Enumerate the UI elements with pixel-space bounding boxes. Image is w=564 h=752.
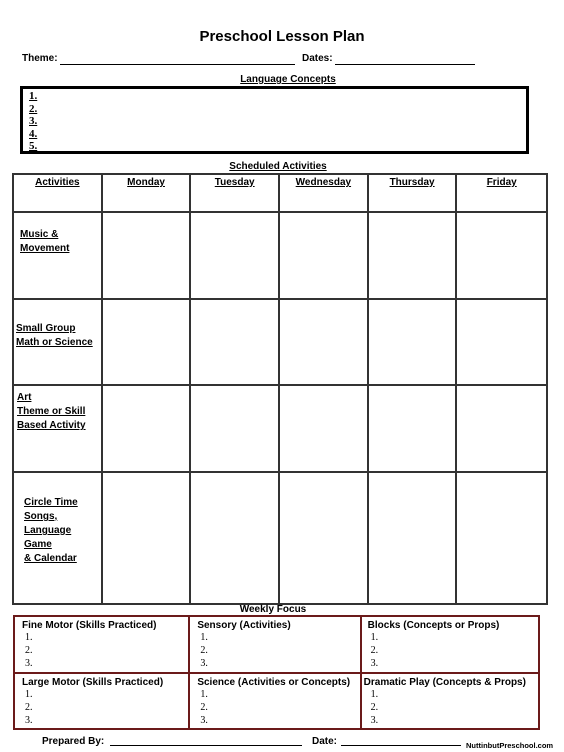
cell-monday[interactable] xyxy=(102,212,191,299)
focus-list xyxy=(22,688,188,727)
list-item: 3. xyxy=(29,115,38,127)
list-item: 1. xyxy=(200,632,208,643)
weekly-focus-table xyxy=(13,615,540,730)
cell-friday[interactable] xyxy=(456,385,547,472)
prepared-by-field[interactable] xyxy=(110,733,302,746)
focus-dramatic-play[interactable] xyxy=(361,673,539,730)
table-row xyxy=(13,472,547,604)
activity-line: Circle Time xyxy=(24,497,78,508)
col-header-activities: Activities xyxy=(13,174,102,212)
list-item: 3. xyxy=(25,714,33,726)
cell-monday[interactable] xyxy=(102,299,191,385)
focus-science[interactable] xyxy=(189,673,360,730)
list-item: 2. xyxy=(200,645,208,656)
focus-large-motor[interactable] xyxy=(14,673,189,730)
list-item: 2. xyxy=(200,701,208,713)
activity-line: Small Group xyxy=(16,323,76,334)
language-concepts-box[interactable] xyxy=(20,86,529,154)
list-item: 1. xyxy=(25,632,33,643)
list-item: 2. xyxy=(29,102,38,115)
focus-list xyxy=(197,688,359,727)
cell-friday[interactable] xyxy=(456,472,547,604)
list-item: 1. xyxy=(370,688,379,700)
list-item: 3. xyxy=(370,714,379,726)
cell-thursday[interactable] xyxy=(368,299,457,385)
cell-thursday[interactable] xyxy=(368,472,457,604)
focus-list xyxy=(364,688,538,727)
theme-field[interactable] xyxy=(60,52,295,65)
date-label: Date: xyxy=(312,736,338,747)
dates-field[interactable] xyxy=(335,52,475,65)
activity-music-movement xyxy=(13,212,102,299)
date-field[interactable] xyxy=(341,733,461,746)
list-item: 1. xyxy=(29,90,38,102)
focus-blocks[interactable] xyxy=(361,616,539,673)
activity-line: Music & xyxy=(20,229,59,240)
focus-cell-title: Large Motor (Skills Practiced) xyxy=(22,676,164,688)
dates-label: Dates: xyxy=(302,53,333,64)
cell-friday[interactable] xyxy=(456,299,547,385)
activity-art xyxy=(13,385,102,472)
language-concepts-title: Language Concepts xyxy=(240,74,336,85)
activity-line: Theme or Skill xyxy=(17,406,86,417)
cell-wednesday[interactable] xyxy=(279,385,368,472)
cell-tuesday[interactable] xyxy=(190,385,279,472)
col-header-wednesday: Wednesday xyxy=(279,174,368,212)
col-header-monday: Monday xyxy=(102,174,191,212)
table-row xyxy=(13,385,547,472)
page-title: Preschool Lesson Plan xyxy=(199,28,365,45)
activity-line: Movement xyxy=(20,243,70,254)
list-item: 2. xyxy=(370,701,379,713)
cell-wednesday[interactable] xyxy=(279,299,368,385)
schedule-table xyxy=(12,173,548,605)
cell-monday[interactable] xyxy=(102,385,191,472)
table-row xyxy=(13,299,547,385)
focus-list xyxy=(22,631,188,670)
focus-sensory[interactable] xyxy=(189,616,360,673)
list-item: 1. xyxy=(370,632,379,643)
site-url: NuttinbutPreschool.com xyxy=(466,741,554,750)
cell-wednesday[interactable] xyxy=(279,472,368,604)
cell-wednesday[interactable] xyxy=(279,212,368,299)
activity-line: Game xyxy=(24,539,52,550)
cell-friday[interactable] xyxy=(456,212,547,299)
focus-cell-title: Science (Activities or Concepts) xyxy=(197,676,351,688)
focus-list xyxy=(197,631,359,670)
list-item: 3. xyxy=(200,658,208,669)
prepared-by-label: Prepared By: xyxy=(42,736,105,747)
activity-small-group xyxy=(13,299,102,385)
focus-cell-title: Blocks (Concepts or Props) xyxy=(367,620,500,631)
list-item: 5. xyxy=(29,140,38,152)
focus-cell-title: Fine Motor (Skills Practiced) xyxy=(22,620,157,631)
list-item: 1. xyxy=(200,688,208,700)
focus-list xyxy=(368,631,538,670)
list-item: 2. xyxy=(25,701,33,713)
list-item: 4. xyxy=(29,127,38,140)
theme-label: Theme: xyxy=(22,53,58,64)
language-concepts-list xyxy=(29,90,527,153)
focus-cell-title: Dramatic Play (Concepts & Props) xyxy=(363,676,526,688)
list-item: 3. xyxy=(370,658,379,669)
list-item: 3. xyxy=(200,714,208,726)
table-row xyxy=(13,212,547,299)
activity-line: & Calendar xyxy=(24,553,77,564)
list-item: 2. xyxy=(370,645,379,656)
cell-tuesday[interactable] xyxy=(190,472,279,604)
activity-line: Songs, xyxy=(24,511,58,522)
list-item: 3. xyxy=(25,658,33,669)
scheduled-activities-title: Scheduled Activities xyxy=(229,161,327,172)
col-header-thursday: Thursday xyxy=(368,174,457,212)
cell-thursday[interactable] xyxy=(368,212,457,299)
cell-thursday[interactable] xyxy=(368,385,457,472)
cell-tuesday[interactable] xyxy=(190,299,279,385)
col-header-tuesday: Tuesday xyxy=(190,174,279,212)
schedule-header-row xyxy=(13,174,547,212)
focus-cell-title: Sensory (Activities) xyxy=(197,620,291,631)
cell-monday[interactable] xyxy=(102,472,191,604)
focus-fine-motor[interactable] xyxy=(14,616,189,673)
activity-circle-time xyxy=(13,472,102,604)
list-item: 2. xyxy=(25,645,33,656)
weekly-focus-title: Weekly Focus xyxy=(239,604,307,615)
activity-line: Math or Science xyxy=(16,337,93,348)
activity-line: Based Activity xyxy=(17,420,86,431)
activity-line: Art xyxy=(17,392,32,403)
list-item: 1. xyxy=(25,688,33,700)
col-header-friday: Friday xyxy=(456,174,547,212)
activity-line: Language xyxy=(24,525,72,536)
cell-tuesday[interactable] xyxy=(190,212,279,299)
